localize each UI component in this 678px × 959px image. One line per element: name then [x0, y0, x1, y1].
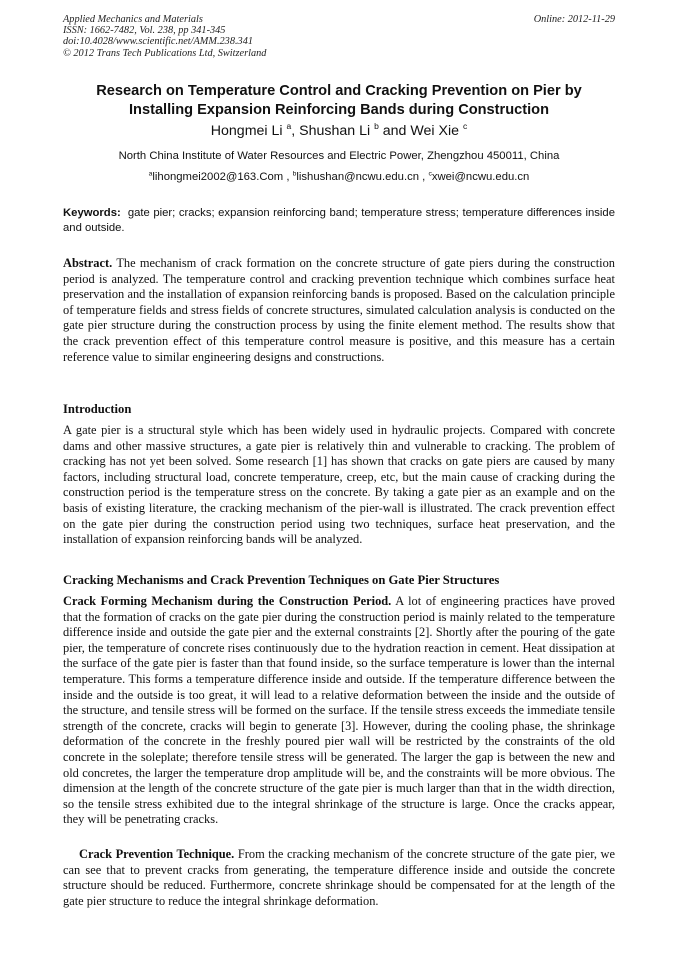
introduction-text: A gate pier is a structural style which has been widely used in hydraulic projects. Compared with concrete dams and other massive structures, a gate pier is relatively thin and vulnerable to cracking. The problem of cracking has not yet been solved. Some research [1] has shown that cracks on gate piers are caused by many factors, including structural load, concrete temperature, creep, etc, but the main cause of cracking during the construction period is the temperature stress on the concrete. By taking a gate pier as an example and on the basis of existing literature, the cracking mechanism of the pier-wall is illustrated. The crack prevention effect on the gate pier during the construction period using two techniques, surface heat preservation, and the installation of expansion reinforcing bands will be analyzed. [63, 423, 615, 547]
crack-forming-text: A lot of engineering practices have proved that the formation of cracks on the gate pier during the construction period is mainly related to the temperature difference inside and outside the gate pier and the external constraints [2]. Shortly after the pouring of the gate pier, the temperature of concrete rises continuously due to the hydration reaction in cement. Heat dissipation at the surface of the gate pier is faster than that found inside, so the surface temperature is lower than the internal temperature. This forms a temperature difference inside and outside. If the temperature difference between the inside and the outside is too great, it will lead to a relative deformation between the inside and the outside of the structure, and tensile stress will be formed on the surface. If the tensile stress exceeds the immediate tensile strength of the concrete, cracks will begin to generate [3]. However, during the cooling phase, the shrinkage deformation of the concrete in the freshly poured pier wall will be restricted by the constraints of the old concrete in the soleplate; therefore tensile stress will be generated. The larger the gap is between the new and old concretes, the larger the temperature drop amplitude will be, and the constraints will be more obvious. The dimension at the length of the concrete structure of the gate pier is much larger than that in the width direction, so the tensile stress exhibited due to the integral shrinkage of the structure is large. Once the cracks appear, they will be penetrating cracks. [63, 594, 615, 827]
abstract [63, 256, 615, 365]
abstract-text: The mechanism of crack formation on the concrete structure of gate piers during the construction period is analyzed. The temperature control and cracking prevention technique which combines surface heat preservation and the installation of expansion reinforcing bands is proposed. Based on the calculation principle of temperature fields and stress fields of concrete structures, simulated calculation analysis is conducted on the gate pier structure during the construction process by using the finite element method. The results show that the crack prevention effect of this temperature control measure is positive, and this measure has a certain reference value to similar engineering designs and constructions. [63, 256, 615, 364]
email-mark: a [148, 170, 153, 178]
copyright-line: © 2012 Trans Tech Publications Ltd, Switzerland [63, 47, 267, 59]
keywords [63, 206, 615, 236]
doi-line[interactable]: doi:10.4028/www.scientific.net/AMM.238.341 [63, 36, 253, 48]
keywords-label: Keywords: [63, 207, 121, 219]
journal-name: Applied Mechanics and Materials [63, 14, 203, 25]
author-separator: , [291, 123, 300, 139]
email-mark: b [292, 170, 297, 178]
crack-prevention-text: From the cracking mechanism of the concrete structure of the gate pier, we can see that to prevent cracks from generating, the temperature difference inside and outside the concrete structure should be reduced. Furthermore, concrete shrinkage should be compensated for at the length of the gate pier structure to reduce the integral shrinkage deformation. [63, 847, 615, 908]
crack-prevention-paragraph [63, 847, 615, 909]
email-separator: , [283, 171, 293, 183]
email-link[interactable]: lihongmei2002@163.Com [152, 171, 284, 183]
author-name: Hongmei Li [210, 123, 283, 139]
issn-line: ISSN: 1662-7482, Vol. 238, pp 341-345 [63, 25, 226, 37]
journal-header [63, 14, 615, 59]
author-mark: a [286, 121, 292, 132]
author-mark: b [374, 121, 379, 132]
introduction-heading: Introduction [63, 402, 132, 416]
email-list [63, 171, 615, 183]
crack-forming-label: Crack Forming Mechanism during the Construction Period. [63, 594, 392, 608]
email-mark: c [428, 170, 432, 178]
author-separator: and [378, 123, 411, 139]
title-line-1: Research on Temperature Control and Cracking Prevention on Pier by [96, 83, 582, 99]
crack-forming-paragraph [63, 594, 615, 828]
online-date: Online: 2012-11-29 [533, 14, 615, 25]
crack-prevention-label: Crack Prevention Technique. [79, 847, 235, 861]
email-link[interactable]: xwei@ncwu.edu.cn [431, 171, 530, 183]
paper-title [63, 82, 615, 119]
author-name: Wei Xie [410, 123, 459, 139]
author-list [63, 123, 615, 139]
title-line-2: Installing Expansion Reinforcing Bands during Construction [129, 101, 549, 118]
email-link[interactable]: lishushan@ncwu.edu.cn [296, 171, 420, 183]
section-heading: Cracking Mechanisms and Crack Prevention Techniques on Gate Pier Structures [63, 573, 500, 587]
author-mark: c [462, 121, 468, 132]
email-separator: , [419, 171, 429, 183]
keywords-text: gate pier; cracks; expansion reinforcing band; temperature stress; temperature differences inside and outside. [63, 207, 615, 234]
author-name: Shushan Li [299, 123, 371, 139]
affiliation: North China Institute of Water Resources and Electric Power, Zhengzhou 450011, China [118, 150, 560, 162]
abstract-label: Abstract. [63, 256, 113, 270]
